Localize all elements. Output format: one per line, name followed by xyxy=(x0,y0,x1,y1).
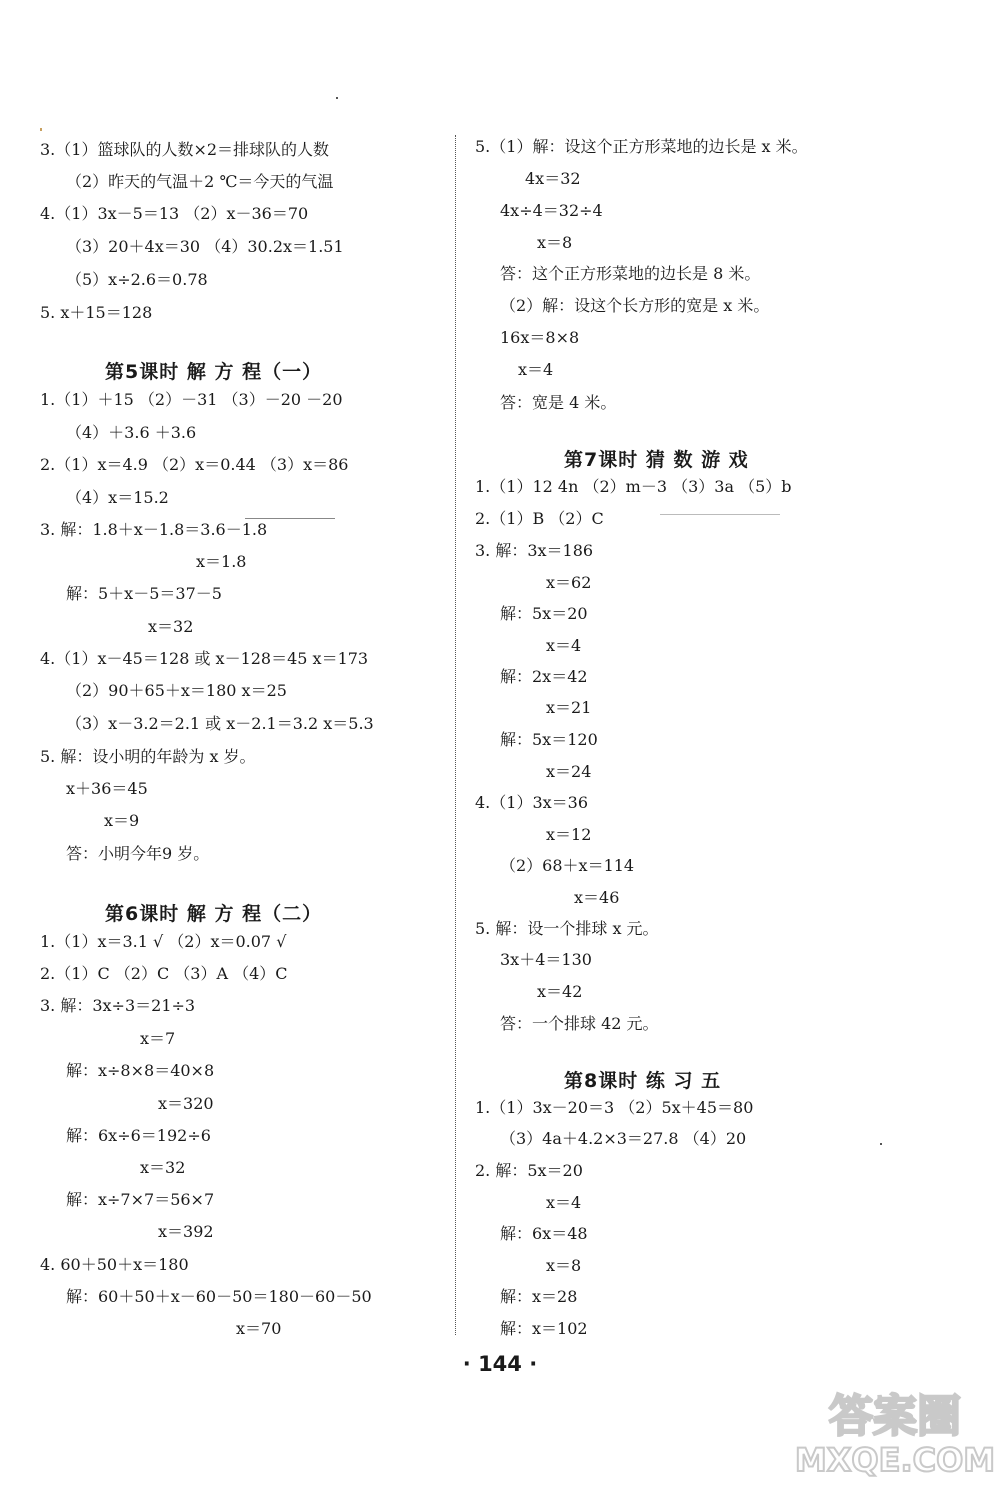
answer-line: 4.（1）x－45＝128 或 x－128＝45 x＝173 xyxy=(40,649,369,668)
watermark-logo xyxy=(795,1385,995,1480)
watermark-bottom-text: MXQE.COM xyxy=(795,1441,995,1479)
answer-line: 解：5x＝20 xyxy=(500,604,588,623)
answer-line: 3. 解：1.8＋x－1.8＝3.6－1.8 xyxy=(40,520,268,539)
answer-line: （2）昨天的气温＋2 ℃＝今天的气温 xyxy=(66,172,334,191)
answer-line: （5）x÷2.6＝0.78 xyxy=(66,270,208,289)
answer-line: （3）x－3.2＝2.1 或 x－2.1＝3.2 x＝5.3 xyxy=(66,714,374,733)
answer-line: 4x÷4＝32÷4 xyxy=(500,201,603,220)
answer-line: x＝42 xyxy=(537,982,583,1001)
answer-line: 答：宽是 4 米。 xyxy=(500,393,617,412)
answer-line: 答：一个排球 42 元。 xyxy=(500,1014,659,1033)
answer-line: x＝12 xyxy=(546,825,592,844)
answer-line: 答：小明今年9 岁。 xyxy=(66,844,210,863)
answer-line: x＝46 xyxy=(574,888,620,907)
answer-line: 解：2x＝42 xyxy=(500,667,588,686)
answer-line: （3）20＋4x＝30 （4）30.2x＝1.51 xyxy=(66,237,344,256)
answer-line: 3.（1）篮球队的人数×2＝排球队的人数 xyxy=(40,140,330,159)
answer-line: 解：5＋x－5＝37－5 xyxy=(66,584,222,603)
answer-line: x＝32 xyxy=(140,1158,186,1177)
answer-line: x＝7 xyxy=(140,1029,176,1048)
answer-line: （4）＋3.6 ＋3.6 xyxy=(66,423,197,442)
answer-line: 1.（1）12 4n （2）m－3 （3）3a （5）b xyxy=(475,477,792,496)
section-heading: 第8课时 练 习 五 xyxy=(564,1070,722,1092)
answer-line: 4.（1）3x－5＝13 （2）x－36＝70 xyxy=(40,204,309,223)
answer-line: x＝24 xyxy=(546,762,592,781)
answer-line: 4. 60＋50＋x＝180 xyxy=(40,1255,189,1274)
answer-line: （2）90＋65＋x＝180 x＝25 xyxy=(66,681,287,700)
scan-line xyxy=(660,514,780,515)
answer-line: 5. 解：设小明的年龄为 x 岁。 xyxy=(40,747,256,766)
answer-line: x＝392 xyxy=(158,1222,214,1241)
answer-line: 解：x＝28 xyxy=(500,1287,578,1306)
answer-line: 1.（1）3x－20＝3 （2）5x＋45＝80 xyxy=(475,1098,754,1117)
answer-line: 3. 解：3x＝186 xyxy=(475,541,594,560)
answer-line: 解：x＝102 xyxy=(500,1319,588,1338)
section-heading: 第6课时 解 方 程（二） xyxy=(105,903,323,925)
column-divider xyxy=(455,135,456,1335)
answer-line: 16x＝8×8 xyxy=(500,328,580,347)
answer-line: 5. x＋15＝128 xyxy=(40,303,153,322)
answer-line: 2.（1）B （2）C xyxy=(475,509,604,528)
scan-speck xyxy=(336,97,338,99)
answer-line: x＝1.8 xyxy=(196,552,247,571)
answer-line: （3）4a＋4.2×3＝27.8 （4）20 xyxy=(500,1129,747,1148)
answer-line: x＝21 xyxy=(546,698,592,717)
answer-line: 2.（1）C （2）C （3）A （4）C xyxy=(40,964,288,983)
answer-line: 4x＝32 xyxy=(525,169,581,188)
answer-line: 5.（1）解：设这个正方形菜地的边长是 x 米。 xyxy=(475,137,808,156)
answer-line: 2.（1）x＝4.9 （2）x＝0.44 （3）x＝86 xyxy=(40,455,349,474)
answer-line: 答：这个正方形菜地的边长是 8 米。 xyxy=(500,264,761,283)
scan-line xyxy=(245,518,335,519)
answer-line: x＋36＝45 xyxy=(66,779,148,798)
answer-line: x＝4 xyxy=(546,1193,582,1212)
answer-line: （2）解：设这个长方形的宽是 x 米。 xyxy=(500,296,770,315)
scan-speck xyxy=(40,128,42,131)
answer-line: x＝320 xyxy=(158,1094,214,1113)
answer-line: x＝8 xyxy=(546,1256,582,1275)
page-number: · 144 · xyxy=(462,1352,538,1376)
answer-line: 3x＋4＝130 xyxy=(500,950,592,969)
answer-line: x＝70 xyxy=(236,1319,282,1338)
answer-line: 解：6x÷6＝192÷6 xyxy=(66,1126,211,1145)
answer-line: （2）68＋x＝114 xyxy=(500,856,635,875)
answer-line: 4.（1）3x＝36 xyxy=(475,793,589,812)
answer-line: （4）x＝15.2 xyxy=(66,488,169,507)
answer-line: x＝4 xyxy=(518,360,554,379)
answer-line: x＝4 xyxy=(546,636,582,655)
answer-line: 3. 解：3x÷3＝21÷3 xyxy=(40,996,196,1015)
answer-line: 2. 解：5x＝20 xyxy=(475,1161,583,1180)
answer-line: 1.（1）＋15 （2）－31 （3）－20 －20 xyxy=(40,390,343,409)
section-heading: 第5课时 解 方 程（一） xyxy=(105,361,323,383)
section-heading: 第7课时 猜 数 游 戏 xyxy=(564,449,749,471)
answer-line: x＝32 xyxy=(148,617,194,636)
scan-speck xyxy=(880,1143,882,1145)
answer-line: x＝62 xyxy=(546,573,592,592)
answer-line: 5. 解：设一个排球 x 元。 xyxy=(475,919,659,938)
answer-line: x＝9 xyxy=(104,811,140,830)
answer-line: 解：60＋50＋x－60－50＝180－60－50 xyxy=(66,1287,372,1306)
answer-line: 1.（1）x＝3.1 √ （2）x＝0.07 √ xyxy=(40,932,287,951)
answer-line: x＝8 xyxy=(537,233,573,252)
answer-line: 解：x÷7×7＝56×7 xyxy=(66,1190,215,1209)
answer-line: 解：6x＝48 xyxy=(500,1224,588,1243)
answer-line: 解：5x＝120 xyxy=(500,730,598,749)
answer-line: 解：x÷8×8＝40×8 xyxy=(66,1061,215,1080)
watermark-top-text: 答案圈 xyxy=(829,1391,961,1442)
